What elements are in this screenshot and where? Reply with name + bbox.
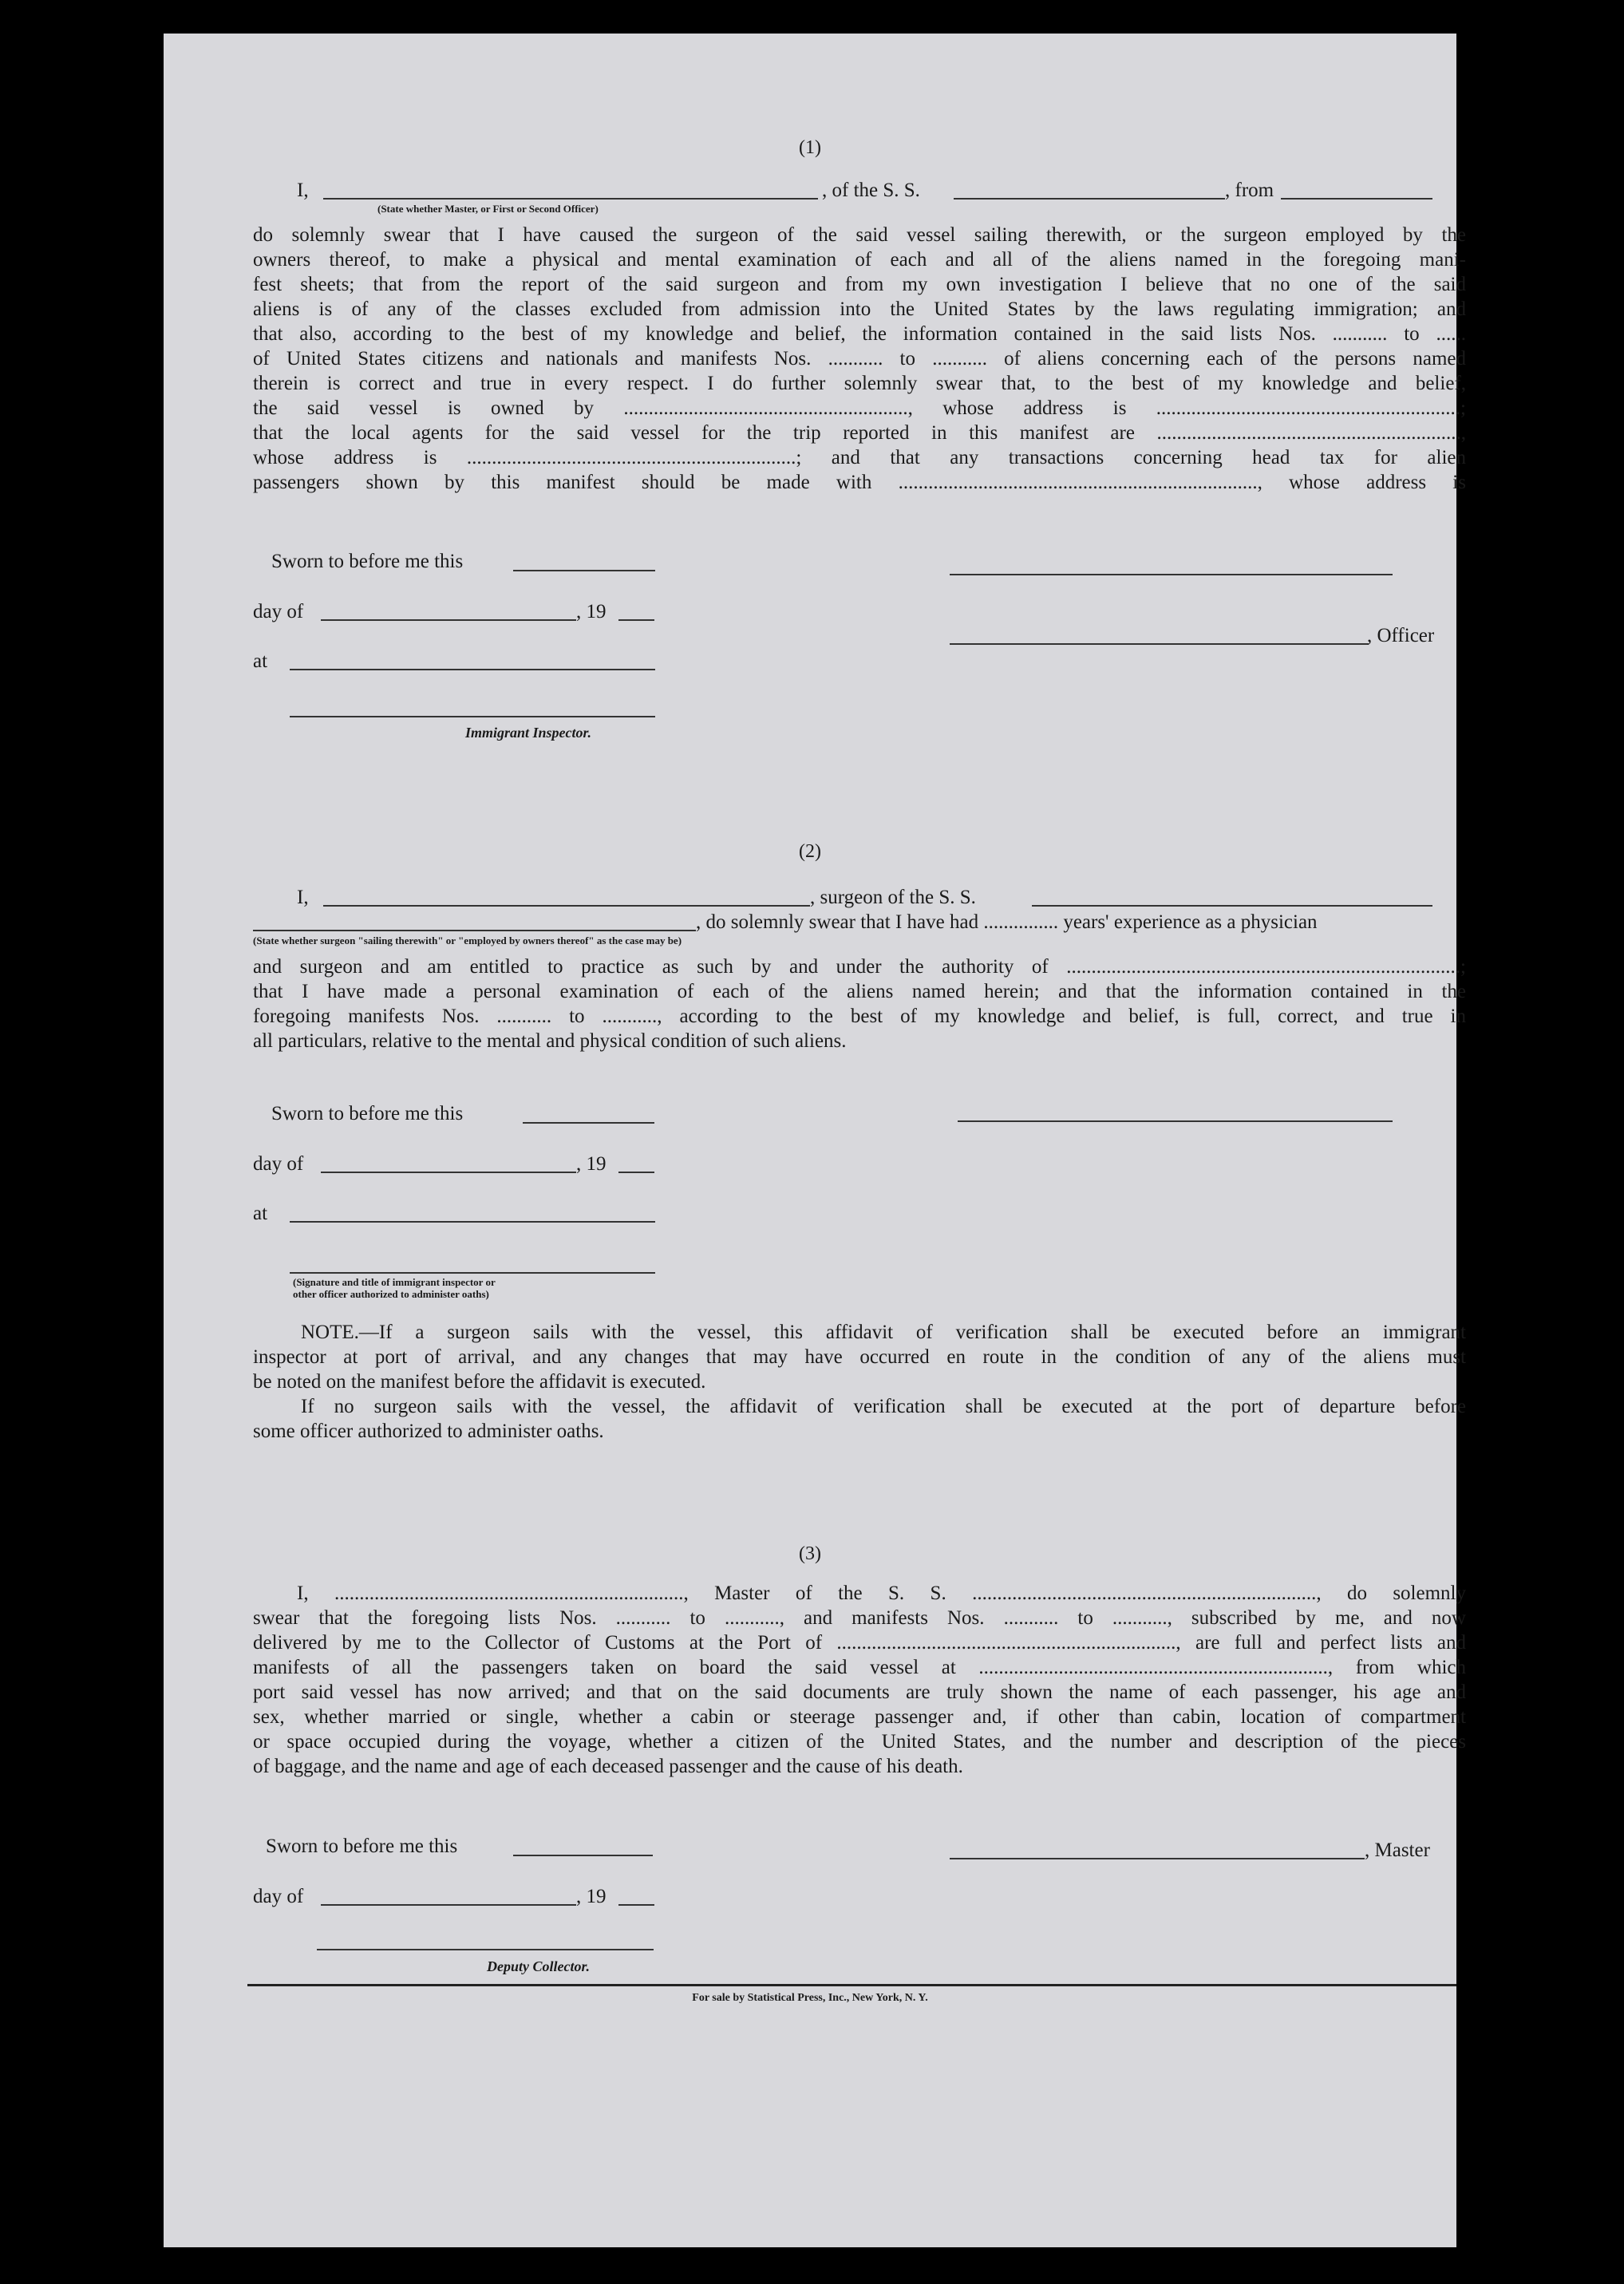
s1-line-11: passengers shown by this manifest should be made with ........................................................................, whose address is (253, 472, 1466, 493)
note-line-1: NOTE.—If a surgeon sails with the vessel, this affidavit of verification shall be executed before an immigrant (301, 1322, 1466, 1343)
s1-line-7: therein is correct and true in every respect. I do further solemnly swear that, to the best of my knowledge and belief, (253, 373, 1466, 394)
role-caption: (State whether Master, or First or Second Officer) (377, 203, 599, 215)
section-2-I: I, (297, 887, 309, 908)
s1-line-9: that the local agents for the said vessel for the trip reported in this manifest are ............................................................., (253, 422, 1466, 444)
s3-collector-caption: Deputy Collector. (487, 1958, 590, 1974)
s1-inspector-signature-line[interactable] (290, 716, 655, 717)
s3-line-6: sex, whether married or single, whether a cabin or steerage passenger and, if other than cabin, location of compartment (253, 1706, 1466, 1728)
bottom-rule (247, 1984, 1456, 1986)
s2-vessel-field[interactable] (1032, 905, 1432, 907)
s3-line-8: of baggage, and the name and age of each deceased passenger and the cause of his death. (253, 1756, 963, 1777)
s3-line-3: delivered by me to the Collector of Customs at the Port of ...................................................................., are full and perfect lists and (253, 1632, 1466, 1654)
s1-line-6: of United States citizens and nationals and manifests Nos. ........... to ........... of aliens concerning each of the persons named (253, 348, 1466, 369)
s3-line-5: port said vessel has now arrived; and that on the said documents are truly shown the name of each passenger, his age and (253, 1681, 1466, 1703)
s2-line-3: foregoing manifests Nos. ........... to ..........., according to the best of my knowledge and belief, is full, correct, and true in (253, 1006, 1466, 1027)
s1-line-3: fest sheets; that from the report of the said surgeon and from my own investigation I believe that no one of the said (253, 274, 1466, 295)
s2-at-label: at (253, 1203, 268, 1224)
s1-sworn-label: Sworn to before me this (271, 551, 464, 572)
s1-at-field[interactable] (290, 669, 655, 670)
of-the-ss: , of the S. S. (822, 180, 920, 201)
s3-line-4: manifests of all the passengers taken on board the said vessel at ......................................................................, from which (253, 1657, 1466, 1678)
section-1-I: I, (297, 180, 309, 201)
s3-day-of-field[interactable] (321, 1904, 576, 1906)
s3-day-of-label: day of (253, 1886, 304, 1907)
surgeon-status-field[interactable] (253, 930, 696, 931)
s1-inspector-caption: Immigrant Inspector. (465, 725, 592, 741)
s2-nineteen: , 19 (576, 1153, 607, 1175)
s2-line-1: and surgeon and am entitled to practice as such by and under the authority of ...............................................................................; (253, 956, 1466, 978)
s1-sworn-date-field[interactable] (513, 570, 655, 571)
s2-at-field[interactable] (290, 1221, 655, 1223)
section-1-number: (1) (799, 137, 821, 158)
s3-master-signature-line[interactable] (950, 1858, 1365, 1859)
s2-year-field[interactable] (618, 1172, 654, 1173)
note-line-2: inspector at port of arrival, and any changes that may have occurred en route in the condition of any of the aliens must (253, 1346, 1466, 1368)
s3-sworn-label: Sworn to before me this (266, 1835, 458, 1857)
s2-swear-line: , do solemnly swear that I have had ............... years' experience as a physician (696, 911, 1318, 933)
s3-line-2: swear that the foregoing lists Nos. ........... to ..........., and manifests Nos. ........... to ..........., subscribed by me, and now (253, 1607, 1466, 1629)
manifest-back-page (164, 34, 1466, 2247)
s2-signature-line[interactable] (958, 1120, 1393, 1122)
s1-nineteen: , 19 (576, 601, 607, 622)
s1-line-5: that also, according to the best of my knowledge and belief, the information contained in the said lists Nos. ........... to ...... (253, 323, 1466, 345)
surgeon-status-caption: (State whether surgeon "sailing therewith" or "employed by owners thereof" as the case may be) (253, 935, 682, 946)
s2-day-of-label: day of (253, 1153, 304, 1175)
s1-line-1: do solemnly swear that I have caused the surgeon of the said vessel sailing therewith, or the surgeon employed by the (253, 224, 1466, 246)
s2-line-2: that I have made a personal examination of each of the aliens named herein; and that the information contained in the (253, 981, 1466, 1002)
s2-sworn-label: Sworn to before me this (271, 1103, 464, 1124)
s3-line-1: I, ......................................................................, Master of the S. S. ....................................................................., do solemnly (297, 1583, 1466, 1604)
s2-inspector-signature-line[interactable] (290, 1272, 655, 1274)
punch-hole-upper (1516, 533, 1555, 571)
officer-name-field[interactable] (323, 198, 818, 200)
section-2-number: (2) (799, 841, 821, 862)
note-line-5: some officer authorized to administer oaths. (253, 1421, 604, 1442)
from-label: , from (1225, 180, 1274, 201)
s2-sig-caption-1: (Signature and title of immigrant inspector or (293, 1276, 496, 1288)
s1-year-field[interactable] (618, 619, 654, 621)
s1-at-label: at (253, 650, 268, 672)
note-line-4: If no surgeon sails with the vessel, the affidavit of verification shall be executed at the port of departure before (301, 1396, 1466, 1417)
s3-sworn-date-field[interactable] (513, 1855, 653, 1856)
s1-line-2: owners thereof, to make a physical and mental examination of each and all of the aliens named in the foregoing mani- (253, 249, 1466, 271)
s1-officer-label: , Officer (1367, 625, 1435, 646)
footer-printer-note: For sale by Statistical Press, Inc., New York, N. Y. (692, 1992, 928, 2004)
s1-day-of-label: day of (253, 601, 304, 622)
s1-line-10: whose address is ..................................................................; and that any transactions concerning head tax for alien (253, 447, 1466, 468)
s1-officer-signature-line[interactable] (950, 574, 1393, 575)
s3-nineteen: , 19 (576, 1886, 607, 1907)
from-port-field[interactable] (1281, 198, 1432, 200)
s1-officer-name-line[interactable] (950, 643, 1369, 645)
s2-day-of-field[interactable] (321, 1172, 576, 1173)
s3-master-label: , Master (1365, 1839, 1430, 1861)
s1-day-of-field[interactable] (321, 619, 576, 621)
s2-sig-caption-2: other officer authorized to administer oaths) (293, 1288, 489, 1300)
surgeon-of-ss: , surgeon of the S. S. (810, 887, 976, 908)
s2-sworn-date-field[interactable] (523, 1122, 654, 1124)
punch-hole-lower (1516, 1709, 1555, 1748)
s2-line-4: all particulars, relative to the mental and physical condition of such aliens. (253, 1030, 847, 1052)
s3-collector-signature-line[interactable] (317, 1949, 654, 1950)
surgeon-name-field[interactable] (323, 905, 810, 907)
note-line-3: be noted on the manifest before the affidavit is executed. (253, 1371, 706, 1393)
s1-line-4: aliens is of any of the classes excluded from admission into the United States by the laws regulating immigration; and (253, 298, 1466, 320)
s1-line-8: the said vessel is owned by ........................................................., whose address is .............................................................; (253, 397, 1466, 419)
s3-line-7: or space occupied during the voyage, whether a citizen of the United States, and the number and description of the pieces (253, 1731, 1466, 1753)
section-3-number: (3) (799, 1543, 821, 1564)
vessel-name-field[interactable] (954, 198, 1225, 200)
s3-year-field[interactable] (618, 1904, 654, 1906)
